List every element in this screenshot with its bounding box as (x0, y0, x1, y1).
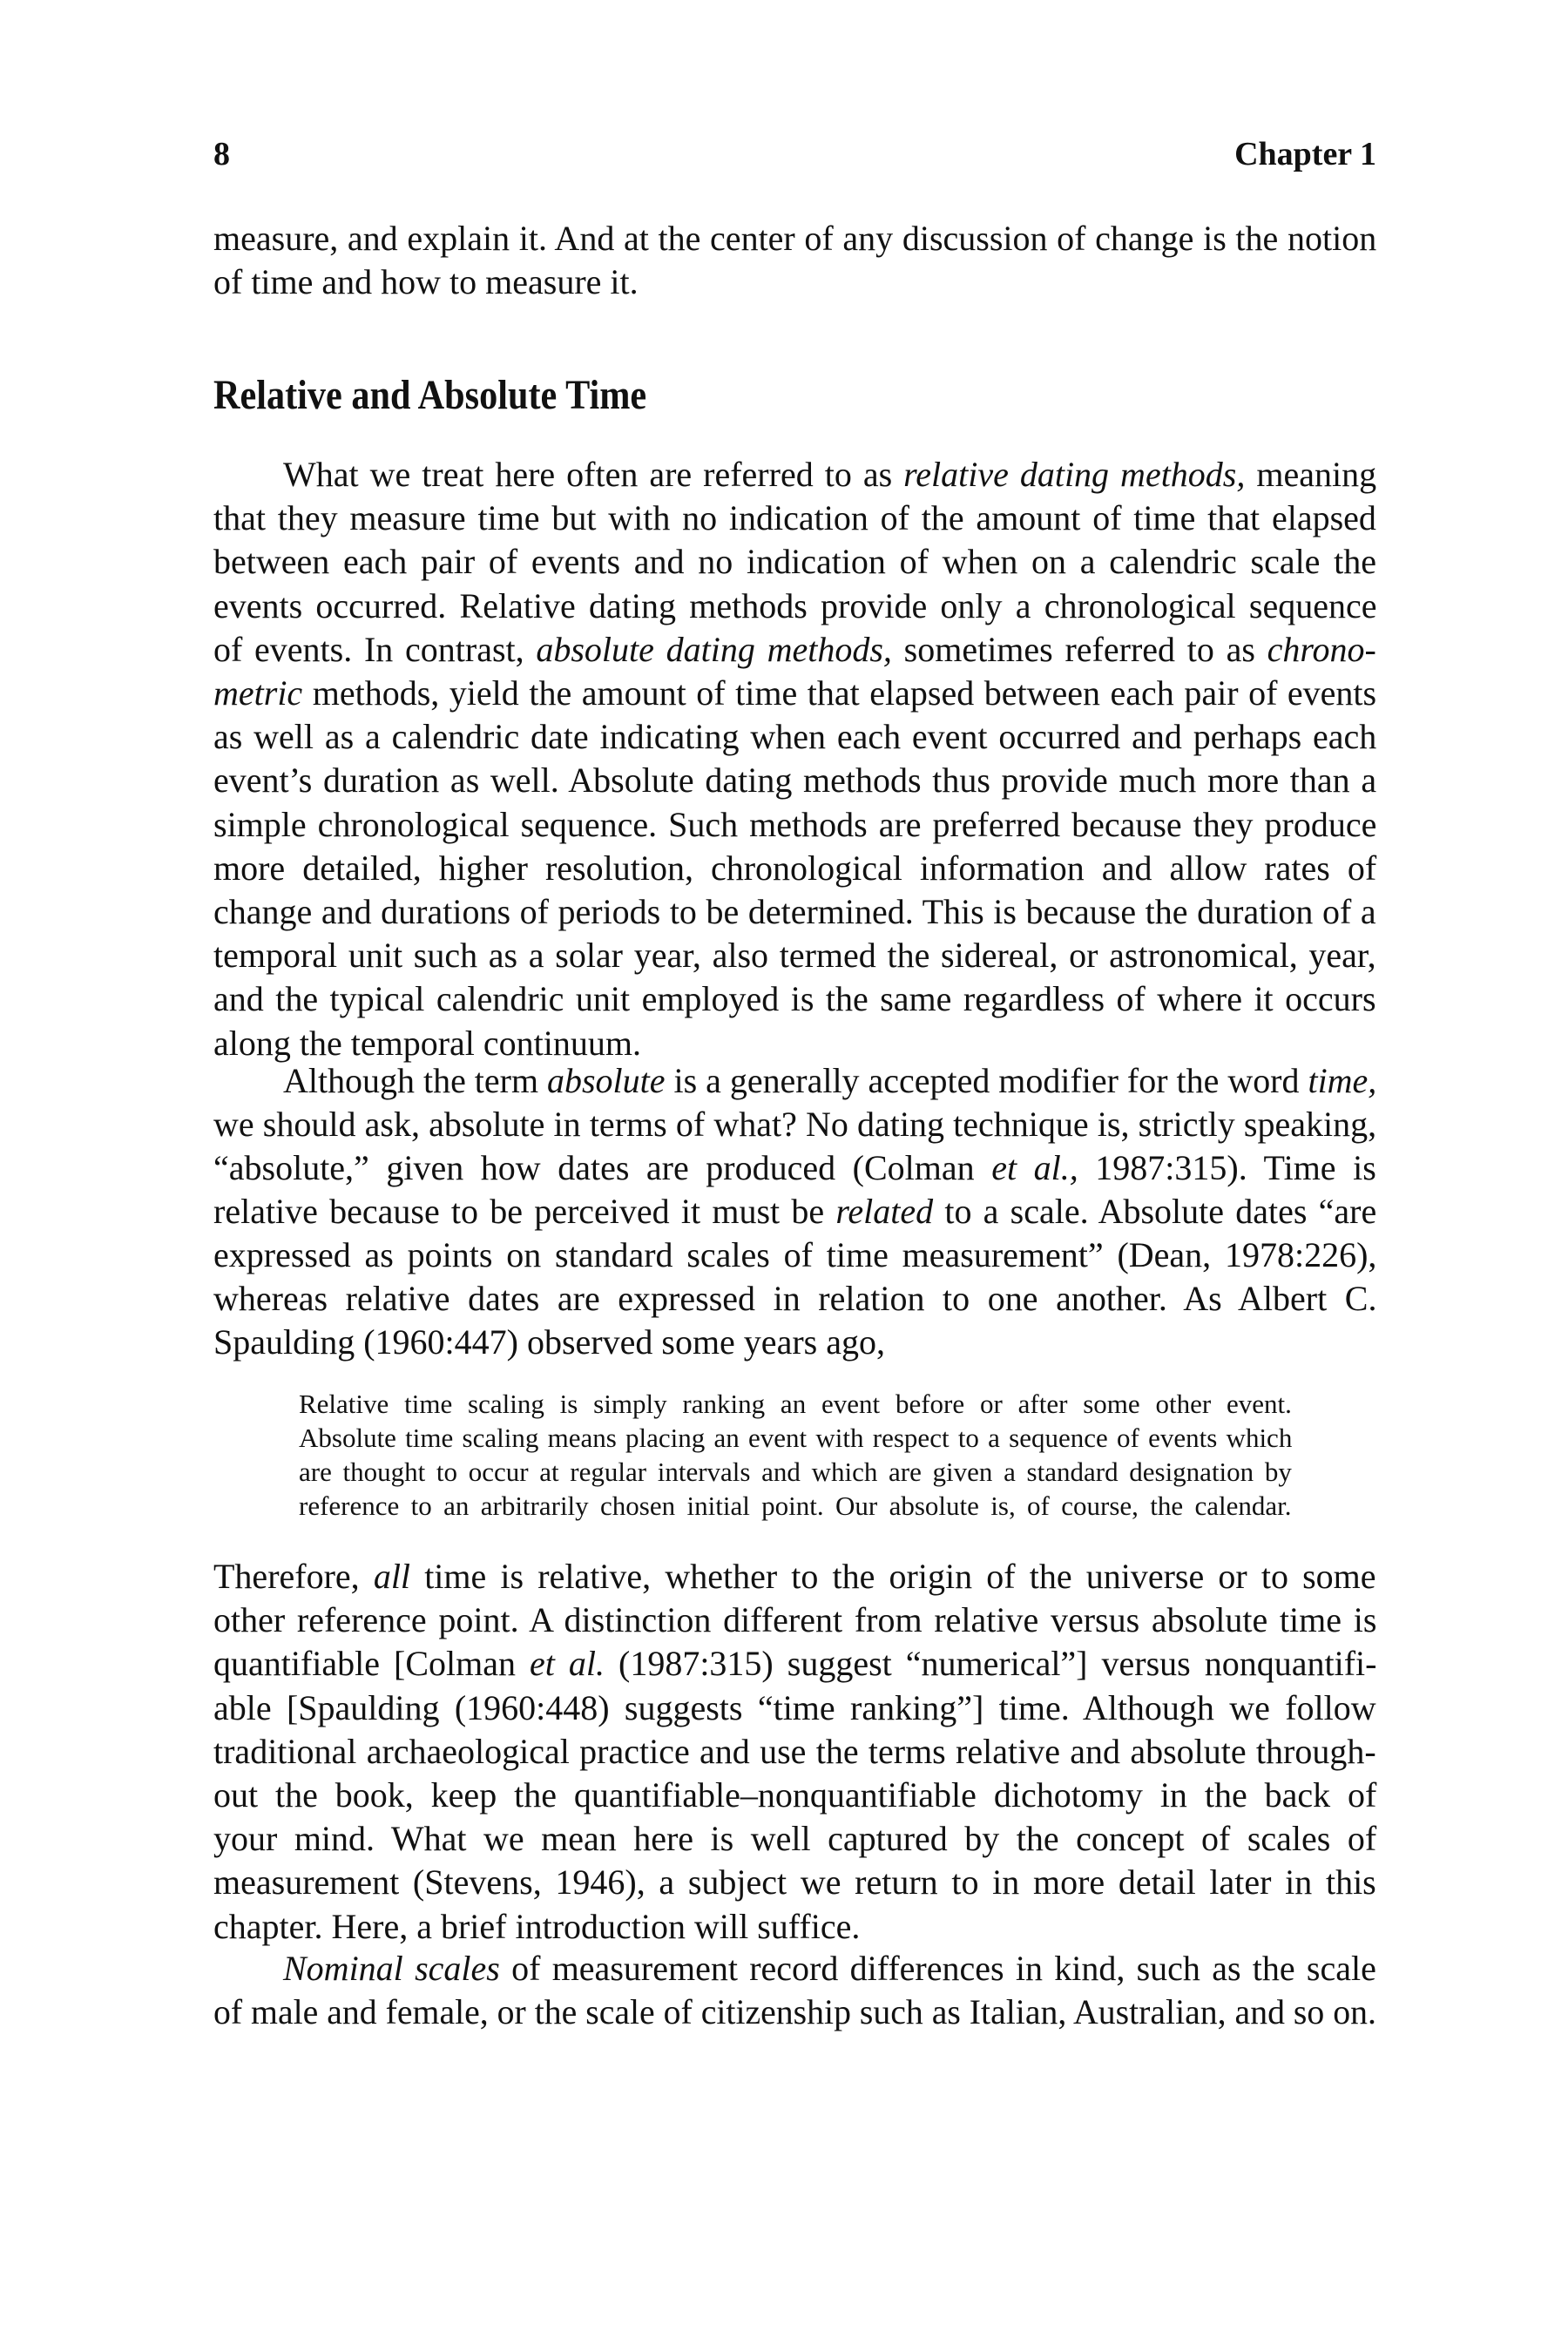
text-span: “absolute,” given how dates are produced (Colman (213, 1148, 992, 1187)
text-span: along the temporal continuum. (213, 1023, 641, 1063)
text-line (213, 759, 1376, 802)
text-line (213, 1555, 1376, 1598)
text-line (213, 1990, 1376, 2034)
text-line (213, 1190, 1376, 1233)
text-span: out the book, keep the quantifiable–nonquantifiable dichotomy in the back of (213, 1775, 1377, 1815)
text-line (213, 1905, 860, 1949)
text-span: as well as a calendric date indicating when each event occurred and perhaps each (213, 717, 1377, 757)
text-span: chapter. Here, a brief introduction will suffice. (213, 1906, 861, 1946)
text-line (213, 934, 1376, 977)
italic-text: et al., (991, 1148, 1078, 1187)
italic-text: metric (213, 673, 303, 713)
italic-text: absolute (547, 1061, 666, 1100)
text-span: measurement (Stevens, 1946), a subject we return to in more detail later in this (213, 1862, 1376, 1903)
block-quote-line (299, 1387, 1292, 1421)
text-line (213, 497, 1376, 540)
italic-text: all (373, 1557, 411, 1596)
text-span: meaning (1245, 455, 1377, 494)
text-span: of events. In contrast, (213, 629, 537, 669)
italic-text: et al. (530, 1644, 605, 1684)
text-span: methods, yield the amount of time that elapsed between each pair of events (302, 673, 1377, 713)
text-span: reference to an arbitrarily chosen initial point. Our absolute is, of course, the calendar. (299, 1490, 1292, 1521)
text-span: (1987:315) suggest “numerical”] versus nonquantifi- (605, 1644, 1377, 1684)
text-line (213, 1598, 1376, 1642)
text-line (213, 1861, 1376, 1904)
text-span: Spaulding (1960:447) observed some years ago, (213, 1322, 885, 1362)
block-quote-line (299, 1489, 1292, 1523)
text-span: simple chronological sequence. Such methods are preferred because they produce (213, 804, 1377, 844)
text-line (213, 1321, 885, 1364)
text-line (213, 1686, 1376, 1730)
text-line (283, 1059, 1376, 1103)
text-span: temporal unit such as a solar year, also termed the sidereal, or astronomical, year, (213, 936, 1376, 976)
text-line (213, 1642, 1376, 1686)
text-span: other reference point. A distinction different from relative versus absolute time is (213, 1600, 1377, 1640)
italic-text: related (835, 1192, 934, 1231)
text-span: we should ask, absolute in terms of what? No dating technique is, strictly speaking, (213, 1105, 1377, 1144)
italic-text: absolute dating methods, (536, 629, 892, 669)
text-line (213, 847, 1376, 890)
page-number: 8 (213, 136, 230, 172)
text-span: able [Spaulding (1960:448) suggests “time ranking”] time. Although we follow (213, 1687, 1376, 1727)
running-head: Chapter 1 (1234, 136, 1376, 172)
text-span: change and durations of periods to be determined. This is because the duration of a (213, 892, 1376, 931)
text-line (213, 1817, 1376, 1861)
text-span: measure, and explain it. And at the center of any discussion of change is the notion (213, 219, 1377, 258)
text-span: time is relative, whether to the origin of the universe or to some (410, 1557, 1376, 1596)
text-line (213, 1103, 1376, 1146)
text-span: Although the term (283, 1061, 548, 1100)
text-line (213, 1277, 1376, 1321)
section-heading: Relative and Absolute Time (213, 372, 647, 418)
text-span: is a generally accepted modifier for the word (665, 1061, 1308, 1100)
text-line (213, 672, 1376, 715)
text-span: that they measure time but with no indication of the amount of time that elapsed (213, 498, 1376, 538)
italic-text: relative dating methods, (903, 455, 1246, 494)
text-span: What we treat here often are referred to as (283, 455, 904, 494)
text-span: expressed as points on standard scales of time measurement” (Dean, 1978:226), (213, 1235, 1377, 1274)
text-line (213, 260, 639, 304)
text-line (213, 803, 1376, 847)
text-span: whereas relative dates are expressed in relation to one another. As Albert C. (213, 1279, 1377, 1318)
text-span: Relative time scaling is simply ranking an event before or after some other event. (299, 1388, 1292, 1419)
text-span: Absolute time scaling means placing an event with respect to a sequence of events which (299, 1422, 1293, 1453)
text-span: between each pair of events and no indication of when on a calendric scale the (213, 542, 1377, 582)
text-span: more detailed, higher resolution, chronological information and allow rates of (213, 848, 1377, 888)
text-span: of male and female, or the scale of citizenship such as Italian, Australian, and so on. (213, 1992, 1376, 2031)
italic-text: time, (1308, 1061, 1377, 1100)
text-span: sometimes referred to as (891, 629, 1267, 669)
text-span: Therefore, (213, 1557, 374, 1596)
text-line (283, 453, 1376, 497)
block-quote-line (299, 1455, 1292, 1489)
text-line (213, 1233, 1376, 1277)
block-quote-line (299, 1421, 1292, 1455)
text-span: relative because to be perceived it must be (213, 1192, 836, 1231)
text-span: traditional archaeological practice and use the terms relative and absolute through- (213, 1731, 1376, 1771)
text-span: and the typical calendric unit employed is the same regardless of where it occurs (213, 979, 1376, 1019)
text-span: 1987:315). Time is (1078, 1148, 1376, 1187)
text-line (213, 1730, 1376, 1774)
text-span: quantifiable [Colman (213, 1644, 531, 1684)
text-line (213, 628, 1376, 672)
italic-text: chrono- (1267, 629, 1376, 669)
text-span: your mind. What we mean here is well captured by the concept of scales of (213, 1819, 1377, 1859)
text-span: to a scale. Absolute dates “are (933, 1192, 1377, 1231)
text-line (283, 1947, 1376, 1990)
text-span: are thought to occur at regular intervals and which are given a standard designation by (299, 1456, 1292, 1487)
text-line (213, 540, 1376, 584)
text-line (213, 715, 1376, 759)
text-line (213, 1774, 1376, 1817)
text-span: of time and how to measure it. (213, 262, 639, 301)
text-line (213, 217, 1376, 260)
text-line (213, 977, 1376, 1021)
text-span: event’s duration as well. Absolute dating methods thus provide much more than a (213, 760, 1377, 801)
text-line (213, 1146, 1376, 1190)
text-line (213, 585, 1376, 628)
text-line (213, 890, 1376, 934)
italic-text: Nominal scales (283, 1949, 500, 1988)
text-span: events occurred. Relative dating methods provide only a chronological sequence (213, 585, 1377, 625)
text-span: of measurement record differences in kind, such as the scale (499, 1949, 1376, 1988)
